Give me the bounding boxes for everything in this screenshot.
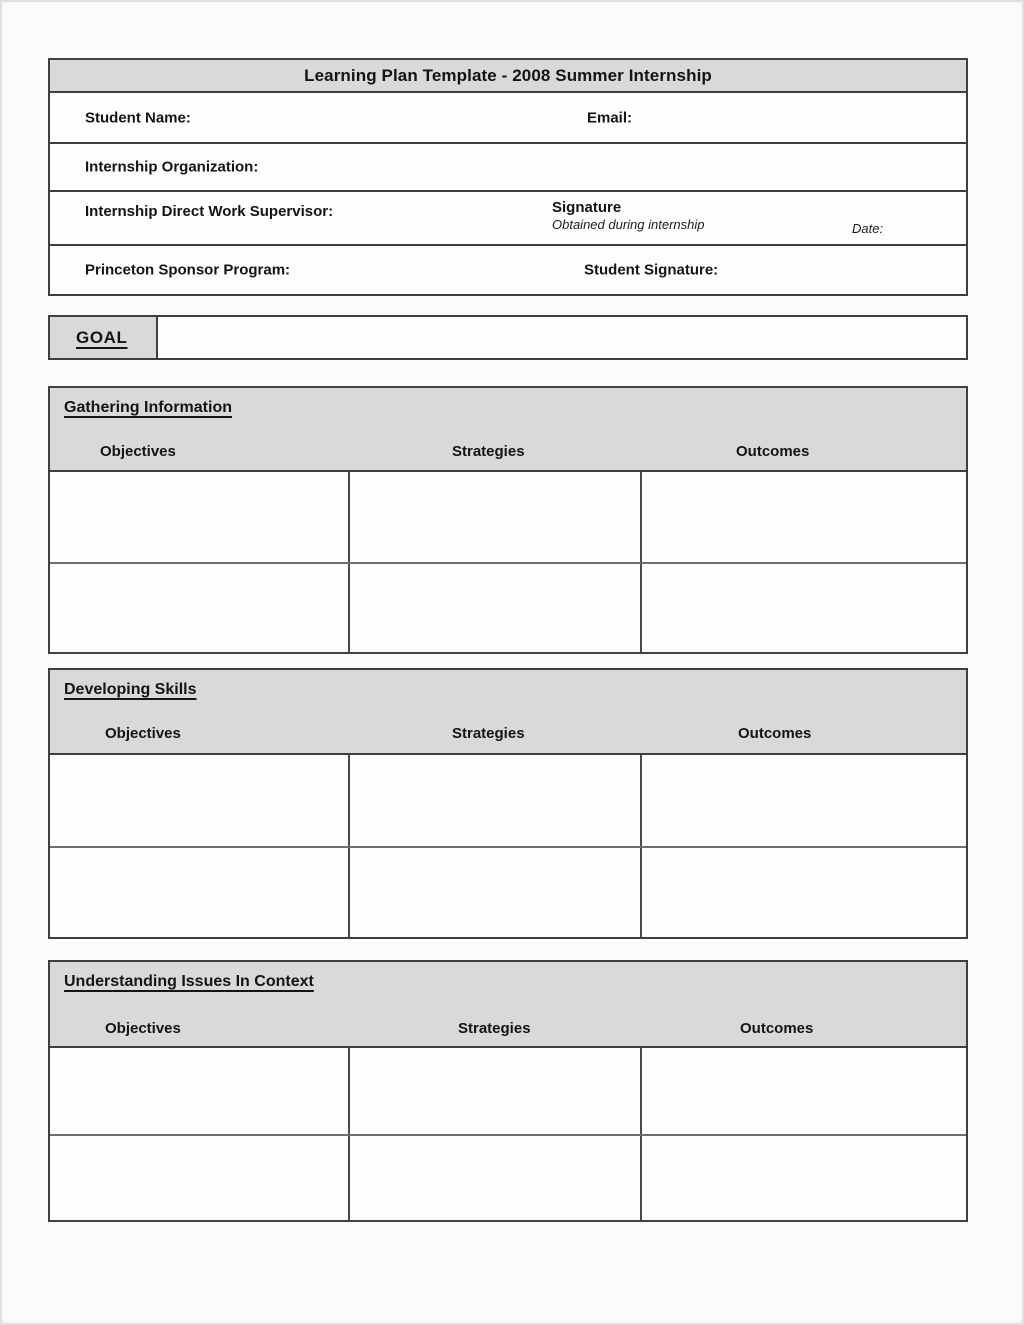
section-header — [50, 670, 966, 755]
student-signature-label: Student Signature: — [584, 261, 719, 279]
sponsor-label: Princeton Sponsor Program: — [85, 261, 291, 279]
section-understanding-issues-in-context — [48, 960, 968, 1222]
table-cell — [642, 848, 966, 937]
organization-label: Internship Organization: — [85, 158, 259, 176]
goal-field — [158, 317, 966, 358]
section-title: Understanding Issues In Context — [64, 973, 314, 990]
signature-label: Signature — [552, 199, 622, 216]
column-header-strategies: Strategies — [452, 443, 525, 460]
column-header-outcomes: Outcomes — [738, 725, 812, 742]
column-header-objectives: Objectives — [100, 443, 176, 460]
goal-box — [48, 315, 968, 360]
section-title: Gathering Information — [64, 399, 232, 416]
table-cell — [642, 1048, 966, 1134]
table-cell — [642, 564, 966, 652]
table-cell — [350, 1136, 642, 1220]
table-cell — [350, 1048, 642, 1134]
email-label: Email: — [587, 109, 633, 126]
table-cell — [50, 1048, 350, 1134]
header-row-supervisor — [50, 192, 966, 246]
column-header-outcomes: Outcomes — [740, 1020, 814, 1037]
goal-label-cell — [50, 317, 158, 358]
header-row-organization — [50, 144, 966, 192]
column-header-objectives: Objectives — [105, 725, 181, 742]
signature-block — [552, 199, 705, 234]
table-cell — [50, 472, 350, 562]
table-cell — [350, 472, 642, 562]
column-header-strategies: Strategies — [452, 725, 525, 742]
header-row-student — [50, 93, 966, 144]
table-row — [50, 472, 966, 562]
date-label: Date: — [852, 221, 884, 236]
table-cell — [350, 564, 642, 652]
header-row-sponsor — [50, 246, 966, 294]
table-cell — [642, 1136, 966, 1220]
table-cell — [350, 755, 642, 846]
column-header-objectives: Objectives — [105, 1020, 181, 1037]
goal-label: GOAL — [76, 327, 128, 347]
table-cell — [50, 1136, 350, 1220]
table-row — [50, 562, 966, 652]
section-developing-skills — [48, 668, 968, 939]
signature-note: Obtained during internship — [552, 217, 705, 232]
table-cell — [642, 755, 966, 846]
section-header — [50, 962, 966, 1048]
table-row — [50, 755, 966, 846]
table-cell — [50, 848, 350, 937]
table-cell — [350, 848, 642, 937]
section-header — [50, 388, 966, 472]
table-cell — [50, 564, 350, 652]
table-row — [50, 846, 966, 937]
supervisor-label: Internship Direct Work Supervisor: — [85, 203, 334, 220]
section-title: Developing Skills — [64, 681, 197, 698]
section-gathering-information — [48, 386, 968, 654]
student-name-label: Student Name: — [85, 109, 191, 126]
column-header-strategies: Strategies — [458, 1020, 531, 1037]
column-header-outcomes: Outcomes — [736, 443, 810, 460]
table-cell — [642, 472, 966, 562]
table-row — [50, 1048, 966, 1134]
header-table — [48, 58, 968, 296]
form-title: Learning Plan Template - 2008 Summer Internship — [50, 60, 966, 93]
table-row — [50, 1134, 966, 1220]
table-cell — [50, 755, 350, 846]
